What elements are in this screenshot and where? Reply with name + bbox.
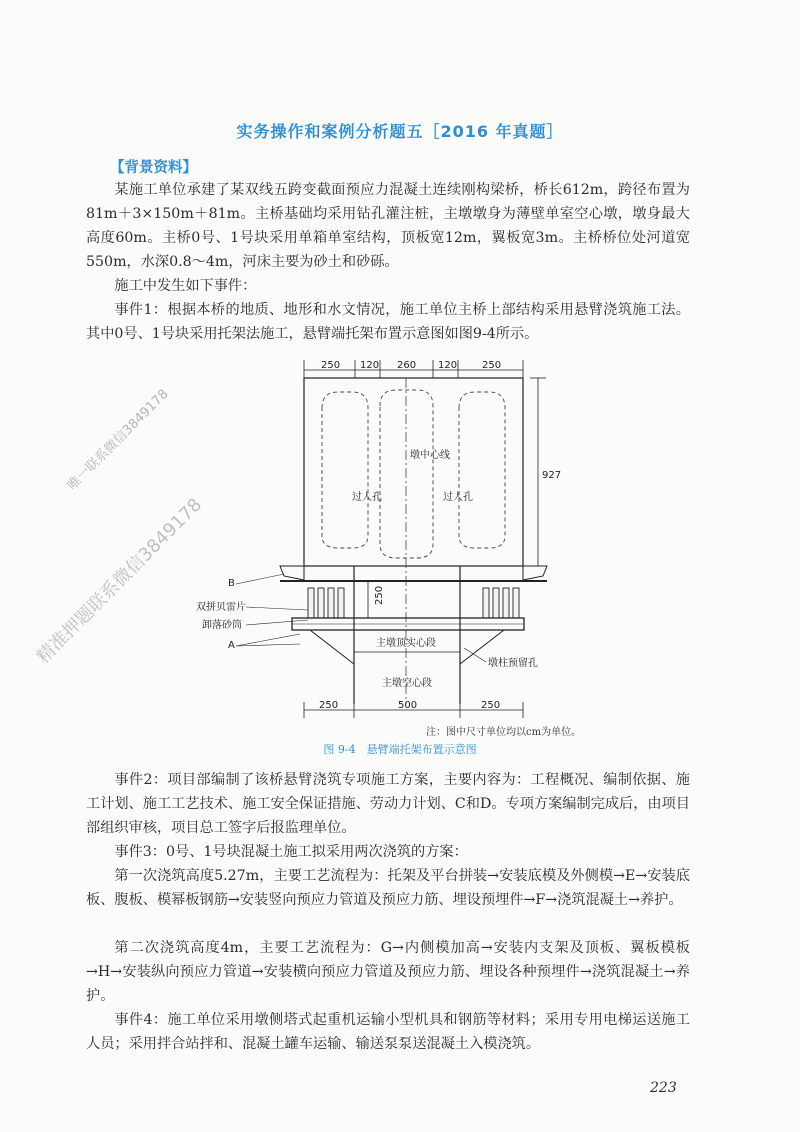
top-dim-1: 250 xyxy=(321,360,341,371)
access-hole-right xyxy=(459,392,505,548)
access-hole-left xyxy=(322,392,368,548)
paragraph-first-pour: 第一次浇筑高度5.27m，主要工艺流程为：托架及平台拼装→安装底模及外侧模→E→安装底板、腹板、模幂板钢筋→安装竖向预应力管道及预应力筋、埋设预埋件→F→浇筑混凝土→养护。 xyxy=(86,868,690,908)
bottom-dim-2: 500 xyxy=(398,700,418,711)
top-dim-4: 120 xyxy=(438,360,458,371)
section-title: 【背景资料】 xyxy=(110,160,197,176)
paragraph-background: 某施工单位承建了某双线五跨变截面预应力混凝土连续刚构梁桥，桥长612m，跨径布置为81m＋3×150m＋81m。主桥基础均采用钻孔灌注桩，主墩墩身为薄壁单室空心墩，墩身最大高度60m。主桥0号、1号块采用单箱单室结构，顶板宽12m，翼板宽3m。主桥桥位处河道宽550m，水深0.8～4m，河床主要为砂土和砂砾。 xyxy=(86,182,690,270)
paragraph-event-1: 事件1：根据本桥的地质、地形和水文情况，施工单位主桥上部结构采用悬臂浇筑施工法。其中0号、1号块采用托架法施工，悬臂端托架布置示意图如图9-4所示。 xyxy=(86,302,690,342)
figure-note: 注：图中尺寸单位均以cm为单位。 xyxy=(426,727,582,738)
pier-top-outline xyxy=(304,378,523,566)
bottom-dim-3: 250 xyxy=(481,700,501,711)
label-a: A xyxy=(228,640,235,651)
bracket-layout-figure xyxy=(196,348,570,738)
page-title: 实务操作和案例分析题五［2016 年真题］ xyxy=(236,122,564,141)
small-dim: 250 xyxy=(374,585,385,605)
top-dim-5: 250 xyxy=(482,360,502,371)
height-dim: 927 xyxy=(542,470,562,481)
bottom-dim-1: 250 xyxy=(319,700,339,711)
label-leiyou: 双拼贝雷片 xyxy=(196,602,246,613)
paragraph-event-3: 事件3：0号、1号块混凝土施工拟采用两次浇筑的方案： xyxy=(114,844,468,860)
solid-segment-label: 主墩顶实心段 xyxy=(376,638,436,649)
paragraph-second-pour: 第二次浇筑高度4m，主要工艺流程为：G→内侧模加高→安装内支架及顶板、翼板模板→H→安装纵向预应力管道→安装横向预应力管道及预应力筋、埋设各种预埋件→浇筑混凝土→养护。 xyxy=(86,940,690,1004)
reserved-hole-label: 墩柱预留孔 xyxy=(488,658,538,669)
paragraph-event-2: 事件2：项目部编制了该桥悬臂浇筑专项施工方案，主要内容为：工程概况、编制依据、施工计划、施工工艺技术、施工安全保证措施、劳动力计划、C和D。专项方案编制完成后，由项目部组织审核，项目总工签字后报监理单位。 xyxy=(86,772,690,836)
center-label-1: 墩中心线 xyxy=(410,450,450,461)
watermark-small: 唯一联系微信3849178 xyxy=(64,386,172,494)
label-b: B xyxy=(228,578,235,589)
hollow-segment-label: 主墩空心段 xyxy=(382,678,432,689)
top-dim-3: 260 xyxy=(397,360,417,371)
label-xieluo: 卸落砂筒 xyxy=(202,620,242,631)
paragraph-event-4: 事件4：施工单位采用墩侧塔式起重机运输小型机具和钢筋等材料；采用专用电梯运送施工人员；采用拌合站拌和、混凝土罐车运输、输送泵泵送混凝土入模浇筑。 xyxy=(86,1012,690,1052)
bracket-layout-diagram xyxy=(196,348,570,738)
top-dim-2: 120 xyxy=(360,360,380,371)
watermark-large: 精准押题联系微信3849178 xyxy=(32,494,207,668)
hole-label-left: 过人孔 xyxy=(352,492,382,503)
center-hole xyxy=(380,390,433,558)
page-number: 223 xyxy=(650,1080,677,1096)
figure-caption: 图 9-4 悬臂端托架布置示意图 xyxy=(323,743,477,756)
hole-label-right: 过人孔 xyxy=(443,492,473,503)
paragraph-events-intro: 施工中发生如下事件： xyxy=(114,278,257,294)
